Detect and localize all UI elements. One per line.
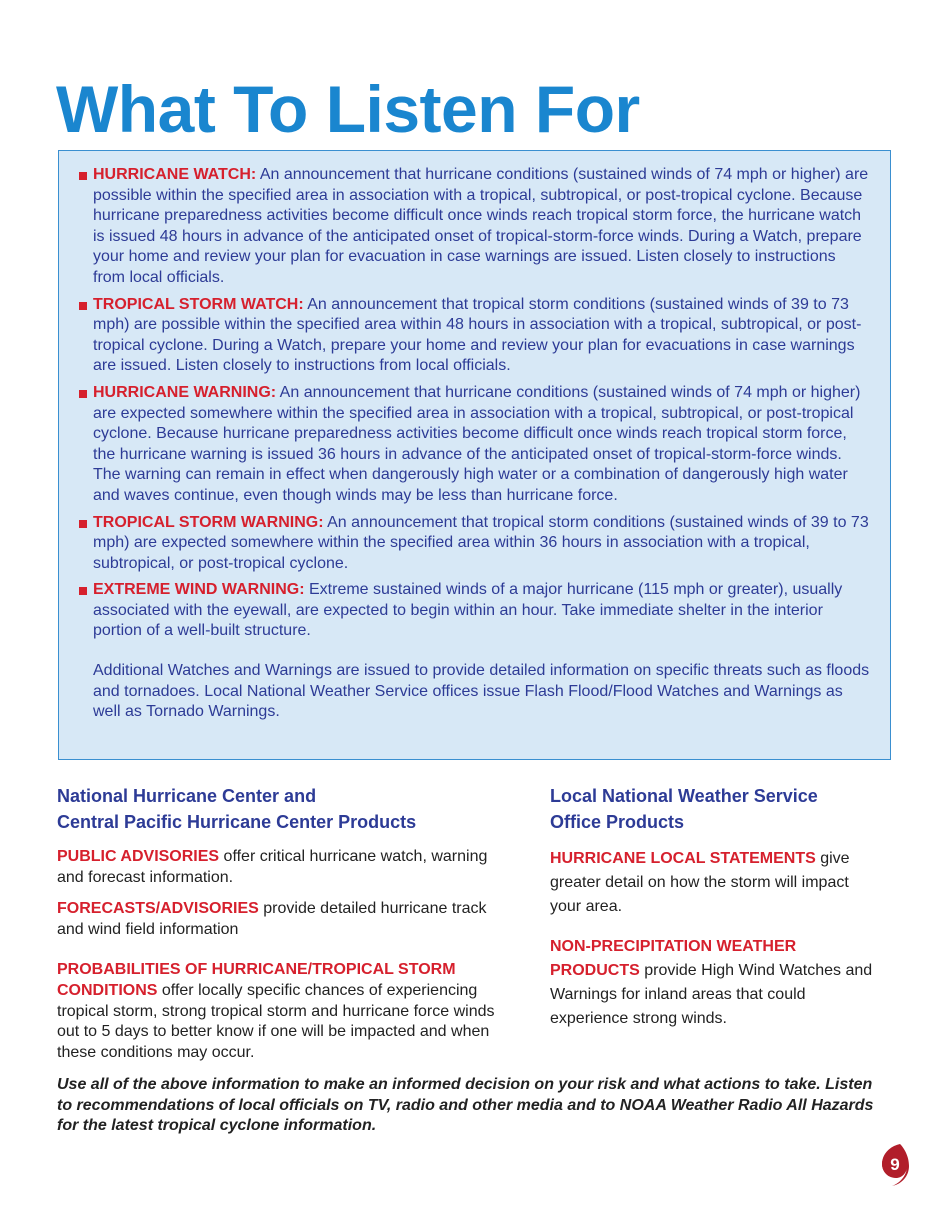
bullet-square-icon bbox=[79, 302, 87, 310]
page-number: 9 bbox=[890, 1155, 900, 1174]
definition-term: TROPICAL STORM WATCH: bbox=[93, 295, 304, 313]
product-description: offer critical hurricane watch, warning and forecast information. bbox=[57, 848, 488, 886]
product-probabilities bbox=[57, 960, 497, 1063]
bullet-square-icon bbox=[79, 390, 87, 398]
definition-tropical-storm-warning bbox=[79, 513, 872, 575]
definition-term: EXTREME WIND WARNING: bbox=[93, 581, 305, 599]
heading-line: Office Products bbox=[550, 812, 685, 832]
product-label: FORECASTS/ADVISORIES bbox=[57, 900, 259, 918]
definition-text: An announcement that hurricane conditions (sustained winds of 74 mph or higher) are possible within the specified area in association with a tropical, subtropical, or post-tropical cyclone. Because hurricane preparedness activities become difficult once winds reach tropical storm force, the hurricane watch is issued 48 hours in advance of the anticipated onset of tropical-storm-force winds. During a Watch, prepare your home and review your plan for evacuation in case warnings are issued. Listen closely to instructions from local officials. bbox=[93, 166, 869, 286]
page-title: What To Listen For bbox=[56, 72, 640, 146]
definition-extreme-wind-warning bbox=[79, 580, 872, 642]
additional-watches-note: Additional Watches and Warnings are issued to provide detailed information on specific threats such as floods and tornadoes. Local National Weather Service offices issue Flash Flood/Flood Watches and Warnings as well as Tornado Warnings. bbox=[93, 662, 870, 721]
definition-tropical-storm-watch bbox=[79, 295, 872, 377]
product-label: PROBABILITIES OF HURRICANE/TROPICAL STORM CONDITIONS bbox=[57, 961, 456, 999]
product-description: offer locally specific chances of experiencing tropical storm, strong tropical storm and hurricane force winds out to 5 days to better know if one will be impacted and when these conditions may occur. bbox=[57, 981, 495, 1061]
product-public-advisories bbox=[57, 847, 497, 888]
page-number-badge bbox=[878, 1140, 910, 1188]
local-nws-products-column bbox=[550, 783, 880, 1047]
nhc-products-column bbox=[57, 783, 497, 1074]
bullet-square-icon bbox=[79, 587, 87, 595]
product-label: PUBLIC ADVISORIES bbox=[57, 848, 220, 865]
product-description: provide High Wind Watches and Warnings for inland areas that could experience strong winds. bbox=[550, 962, 873, 1027]
local-nws-products-heading bbox=[550, 783, 880, 835]
definition-term: HURRICANE WARNING: bbox=[93, 383, 277, 401]
product-label: HURRICANE LOCAL STATEMENTS bbox=[550, 850, 816, 867]
heading-line: National Hurricane Center and bbox=[57, 786, 317, 806]
definition-text: An announcement that tropical storm conditions (sustained winds of 39 to 73 mph) are possible within the specified area within 48 hours in association with a tropical, subtropical, or post-tropical cyclone. During a Watch, prepare your home and review your plan for evacuations in case warnings are issued. Listen closely to instructions from local officials. bbox=[93, 295, 862, 375]
nhc-products-heading bbox=[57, 783, 497, 835]
definition-hurricane-warning bbox=[79, 383, 872, 507]
definition-term: HURRICANE WATCH: bbox=[93, 166, 257, 183]
definition-term: TROPICAL STORM WARNING: bbox=[93, 513, 324, 531]
footer-note: Use all of the above information to make an informed decision on your risk and what actions to take. Listen to recommendations of local officials on TV, radio and other media and to NOAA Weather Radio All Hazards for the latest tropical cyclone information. bbox=[57, 1076, 874, 1135]
hurricane-symbol-icon bbox=[878, 1140, 910, 1188]
bullet-square-icon bbox=[79, 520, 87, 528]
definition-text: An announcement that tropical storm conditions (sustained winds of 39 to 73 mph) are expected somewhere within the specified area within 36 hours in association with a tropical, subtropical, or post-tropical cyclone. bbox=[93, 513, 869, 572]
product-label: NON-PRECIPITATION WEATHER PRODUCTS bbox=[550, 938, 797, 979]
product-description: provide detailed hurricane track and wind field information bbox=[57, 900, 487, 938]
heading-line: Central Pacific Hurricane Center Products bbox=[57, 812, 417, 832]
definition-hurricane-watch bbox=[79, 165, 872, 289]
definition-text: Extreme sustained winds of a major hurricane (115 mph or greater), usually associated with the eyewall, are expected to begin within an hour. Take immediate shelter in the interior portion of a well-built structure. bbox=[93, 581, 843, 640]
bullet-square-icon bbox=[79, 172, 87, 180]
product-description: give greater detail on how the storm will impact your area. bbox=[550, 850, 850, 915]
product-hurricane-local-statements bbox=[550, 847, 880, 919]
watches-warnings-box bbox=[58, 150, 891, 760]
heading-line: Local National Weather Service bbox=[550, 786, 818, 806]
product-non-precipitation-weather bbox=[550, 935, 880, 1031]
definition-text: An announcement that hurricane conditions (sustained winds of 74 mph or higher) are expected somewhere within the specified area in association with a tropical, subtropical, or post-tropical cyclone. Because hurricane preparedness activities become difficult once winds reach tropical storm force, the hurricane warning is issued 36 hours in advance of the anticipated onset of tropical-storm-force winds. The warning can remain in effect when dangerously high water or a combination of dangerously high water and waves continue, even though winds may be less than hurricane force. bbox=[93, 383, 861, 504]
product-forecasts-advisories bbox=[57, 899, 497, 940]
